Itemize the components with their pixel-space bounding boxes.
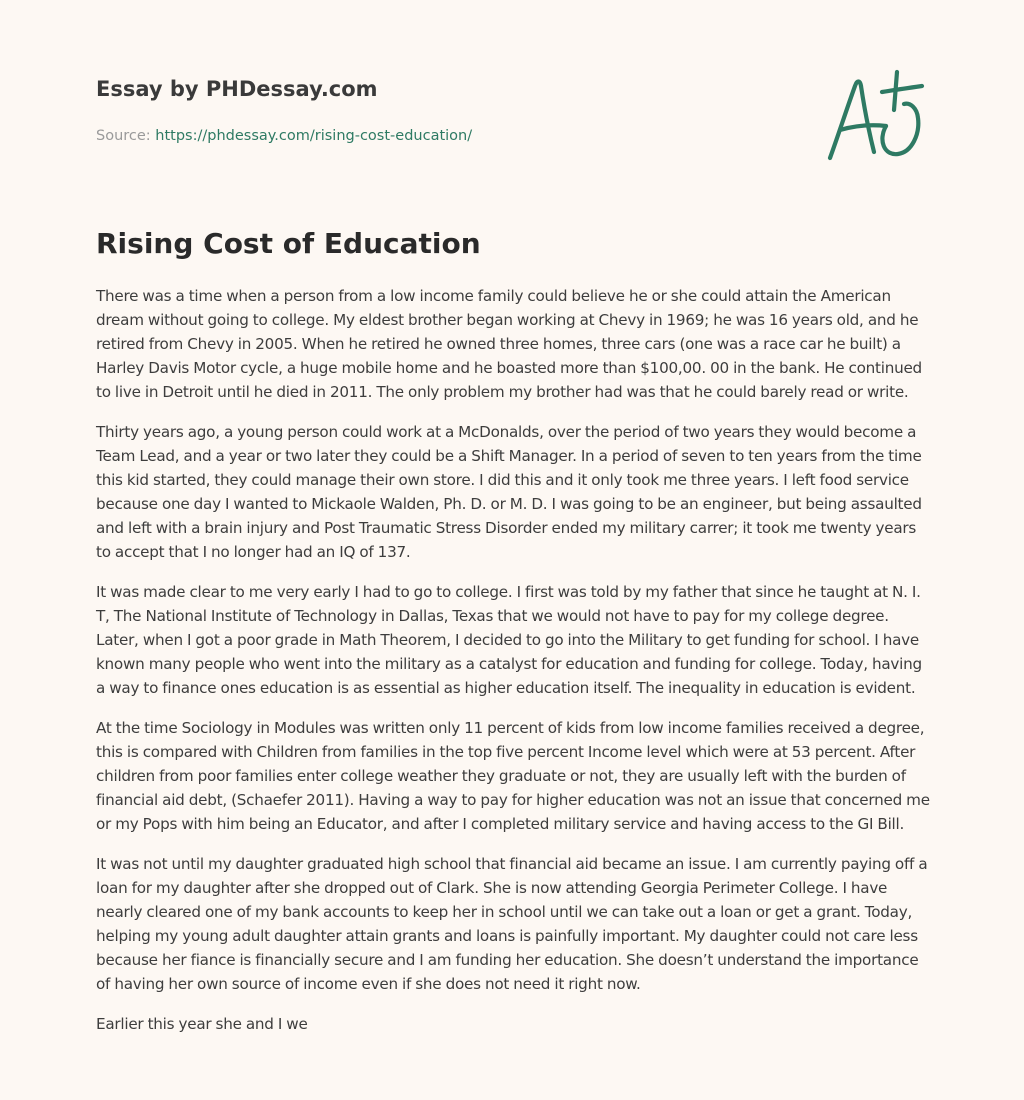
source-label: Source: xyxy=(96,128,151,144)
essay-paragraph: It was not until my daughter graduated high school that financial aid became an issue. I am currently paying off a loan for my daughter after she dropped out of Clark. She is now attending Georgia Perimeter College. I have nearly cleared one of my bank accounts to keep her in school until we can take out a loan or get a grant. Today, helping my young adult daughter attain grants and loans is painfully important. My daughter could not care less because her fiance is financially secure and I am funding her education. She doesn’t understand the importance of having her own source of income even if she does not need it right now. xyxy=(96,855,928,993)
brand-title: Essay by PHDessay.com xyxy=(96,77,378,101)
essay-paragraph: There was a time when a person from a low income family could believe he or she could attain the American dream without going to college. My eldest brother began working at Chevy in 1969; he was 16 years old, and he retired from Chevy in 2005. When he retired he owned three homes, three cars (one was a race car he built) a Harley Davis Motor cycle, a huge mobile home and he boasted more than $100,00. 00 in the bank. He continued to live in Detroit until he died in 2011. The only problem my brother had was that he could barely read or write. xyxy=(96,287,922,401)
essay-title: Rising Cost of Education xyxy=(96,227,481,260)
essay-paragraph: Thirty years ago, a young person could work at a McDonalds, over the period of two years they would become a Team Lead, and a year or two later they could be a Shift Manager. In a period of seven to ten years from the time this kid started, they could manage their own store. I did this and it only took me three years. I left food service because one day I wanted to Mickaole Walden, Ph. D. or M. D. I was going to be an engineer, but being assaulted and left with a brain injury and Post Traumatic Stress Disorder ended my military carrer; it took me twenty years to accept that I no longer had an IQ of 137. xyxy=(96,423,922,561)
source-line xyxy=(96,126,796,146)
a-plus-logo-svg xyxy=(822,66,930,166)
source-link[interactable]: https://phdessay.com/rising-cost-education/ xyxy=(155,128,473,144)
essay-paragraph: At the time Sociology in Modules was written only 11 percent of kids from low income families received a degree, this is compared with Children from families in the top five percent Income level which were at 53 percent. After children from poor families enter college weather they graduate or not, they are usually left with the burden of financial aid debt, (Schaefer 2011). Having a way to pay for higher education was not an issue that concerned me or my Pops with him being an Educator, and after I completed military service and having access to the GI Bill. xyxy=(96,719,930,833)
essay-paragraph: It was made clear to me very early I had to go to college. I first was told by my father that since he taught at N. I. T, The National Institute of Technology in Dallas, Texas that we would not have to pay for my college degree. Later, when I got a poor grade in Math Theorem, I decided to go into the Military to get funding for school. I have known many people who went into the military as a catalyst for education and funding for college. Today, having a way to finance ones education is as essential as higher education itself. The inequality in education is evident. xyxy=(96,583,922,697)
essay-header xyxy=(96,74,796,146)
a-plus-grade-icon xyxy=(822,66,930,166)
essay-paragraph: Earlier this year she and I we xyxy=(96,1015,308,1033)
essay-body xyxy=(96,284,932,1052)
